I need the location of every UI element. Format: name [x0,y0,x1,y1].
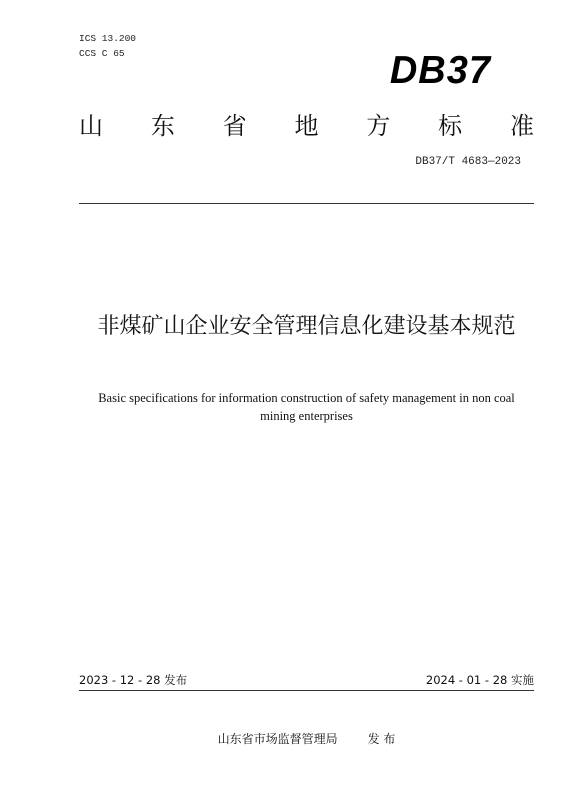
heading-char: 方 [366,112,391,140]
document-title-english: Basic specifications for information construction of safety management in non coal mining enterprises [98,391,515,423]
bottom-divider [79,690,534,691]
document-title-chinese: 非煤矿山企业安全管理信息化建设基本规范 [97,314,516,339]
ics-code: ICS 13.200 [79,33,137,44]
heading-char: 省 [222,112,247,140]
top-divider [79,203,534,204]
classification-codes [79,31,136,61]
standard-number: DB37/T 4683—2023 [415,156,521,168]
dates-row [79,672,534,688]
heading-char: 地 [294,112,319,140]
publish-label: 发 布 [367,732,396,746]
issue-date: 2023 - 12 - 28 发布 [79,673,188,687]
implement-date: 2024 - 01 - 28 实施 [425,673,534,687]
publisher-line [79,730,534,747]
heading-char: 准 [509,112,534,140]
db-logo: DB37 [389,49,491,93]
heading-char: 山 [79,112,103,140]
ccs-code: CCS C 65 [79,48,125,59]
heading-char: 标 [438,112,463,140]
heading-char: 东 [150,112,175,140]
standard-type-heading [79,112,534,140]
publisher-name: 山东省市场监督管理局 [217,732,338,746]
